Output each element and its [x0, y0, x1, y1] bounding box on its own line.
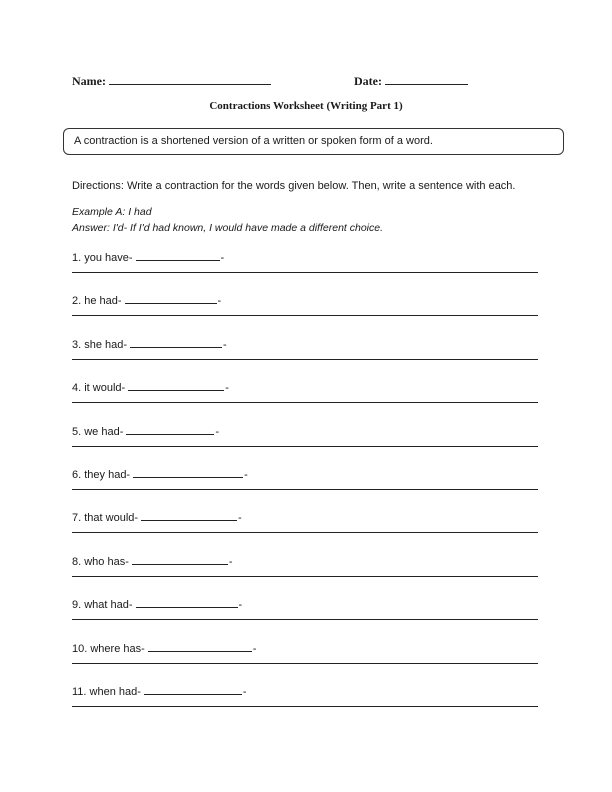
blank-suffix: -: [225, 382, 229, 395]
sentence-line[interactable]: [72, 619, 538, 620]
exercise-item: [72, 553, 538, 593]
blank-suffix: -: [217, 295, 222, 308]
contraction-blank[interactable]: [133, 466, 243, 478]
contraction-blank[interactable]: [141, 509, 237, 521]
sentence-line[interactable]: [72, 663, 538, 664]
blank-suffix: -: [244, 469, 248, 481]
blank-suffix: -: [223, 338, 227, 351]
blank-suffix: -: [220, 252, 225, 264]
header-row: [72, 72, 542, 90]
sentence-line[interactable]: [72, 576, 538, 577]
blank-suffix: -: [238, 599, 243, 612]
blank-suffix: -: [228, 555, 233, 568]
exercise-label: 10. where has-: [72, 642, 145, 655]
exercise-label: 3. she had-: [72, 338, 128, 351]
sentence-line[interactable]: [72, 446, 538, 447]
blank-suffix: -: [215, 425, 220, 438]
sentence-line[interactable]: [72, 706, 538, 707]
contraction-blank[interactable]: [128, 379, 224, 391]
exercise-item: [72, 683, 538, 723]
definition-box: [63, 128, 564, 155]
exercise-prompt: [72, 249, 224, 264]
exercise-prompt: [72, 336, 227, 351]
date-label: Date:: [354, 74, 382, 88]
exercise-item: [72, 379, 538, 419]
contraction-blank[interactable]: [136, 249, 220, 261]
sentence-line[interactable]: [72, 359, 538, 360]
exercise-label: 8. who has-: [72, 555, 129, 568]
blank-suffix: -: [242, 686, 247, 698]
exercise-prompt: [72, 553, 233, 568]
exercise-item: [72, 249, 538, 289]
example-text: Example A: I had: [72, 206, 152, 218]
blank-suffix: -: [238, 512, 242, 525]
answer-example-text: Answer: I'd- If I'd had known, I would have made a different choice.: [72, 222, 384, 234]
exercise-label: 4. it would-: [72, 382, 126, 395]
contraction-blank[interactable]: [144, 683, 242, 695]
exercise-label: 9. what had-: [72, 599, 133, 612]
contraction-blank[interactable]: [132, 553, 228, 565]
sentence-line[interactable]: [72, 489, 538, 490]
exercise-label: 2. he had-: [72, 295, 122, 308]
exercise-item: [72, 466, 538, 506]
exercise-prompt: [72, 596, 242, 611]
exercise-item: [72, 509, 538, 549]
sentence-line[interactable]: [72, 315, 538, 316]
exercise-prompt: [72, 683, 247, 698]
date-field[interactable]: [354, 72, 468, 89]
sentence-line[interactable]: [72, 402, 538, 403]
sentence-line[interactable]: [72, 532, 538, 533]
exercise-item: [72, 292, 538, 332]
name-blank[interactable]: [109, 72, 271, 85]
contraction-blank[interactable]: [130, 336, 222, 348]
exercise-prompt: [72, 509, 242, 524]
directions-text: Directions: Write a contraction for the words given below. Then, write a sentence with each.: [72, 180, 516, 192]
contraction-blank[interactable]: [126, 423, 214, 435]
contraction-blank[interactable]: [125, 292, 217, 304]
exercise-label: 6. they had-: [72, 469, 131, 481]
contraction-blank[interactable]: [136, 596, 238, 608]
exercise-item: [72, 423, 538, 463]
exercise-prompt: [72, 379, 229, 394]
exercise-prompt: [72, 292, 221, 307]
exercise-item: [72, 596, 538, 636]
date-blank[interactable]: [385, 72, 468, 85]
contraction-blank[interactable]: [148, 640, 252, 652]
exercise-label: 1. you have-: [72, 252, 133, 264]
blank-suffix: -: [252, 642, 257, 655]
exercise-prompt: [72, 423, 219, 438]
exercise-item: [72, 336, 538, 376]
name-field[interactable]: [72, 72, 271, 89]
name-label: Name:: [72, 74, 106, 88]
exercise-prompt: [72, 640, 256, 655]
exercise-label: 5. we had-: [72, 425, 124, 438]
worksheet-title: Contractions Worksheet (Writing Part 1): [209, 100, 403, 112]
exercise-prompt: [72, 466, 248, 481]
exercise-item: [72, 640, 538, 680]
definition-text: A contraction is a shortened version of a written or spoken form of a word.: [74, 135, 433, 147]
exercise-label: 7. that would-: [72, 512, 139, 525]
sentence-line[interactable]: [72, 272, 538, 273]
exercise-label: 11. when had-: [72, 686, 141, 698]
